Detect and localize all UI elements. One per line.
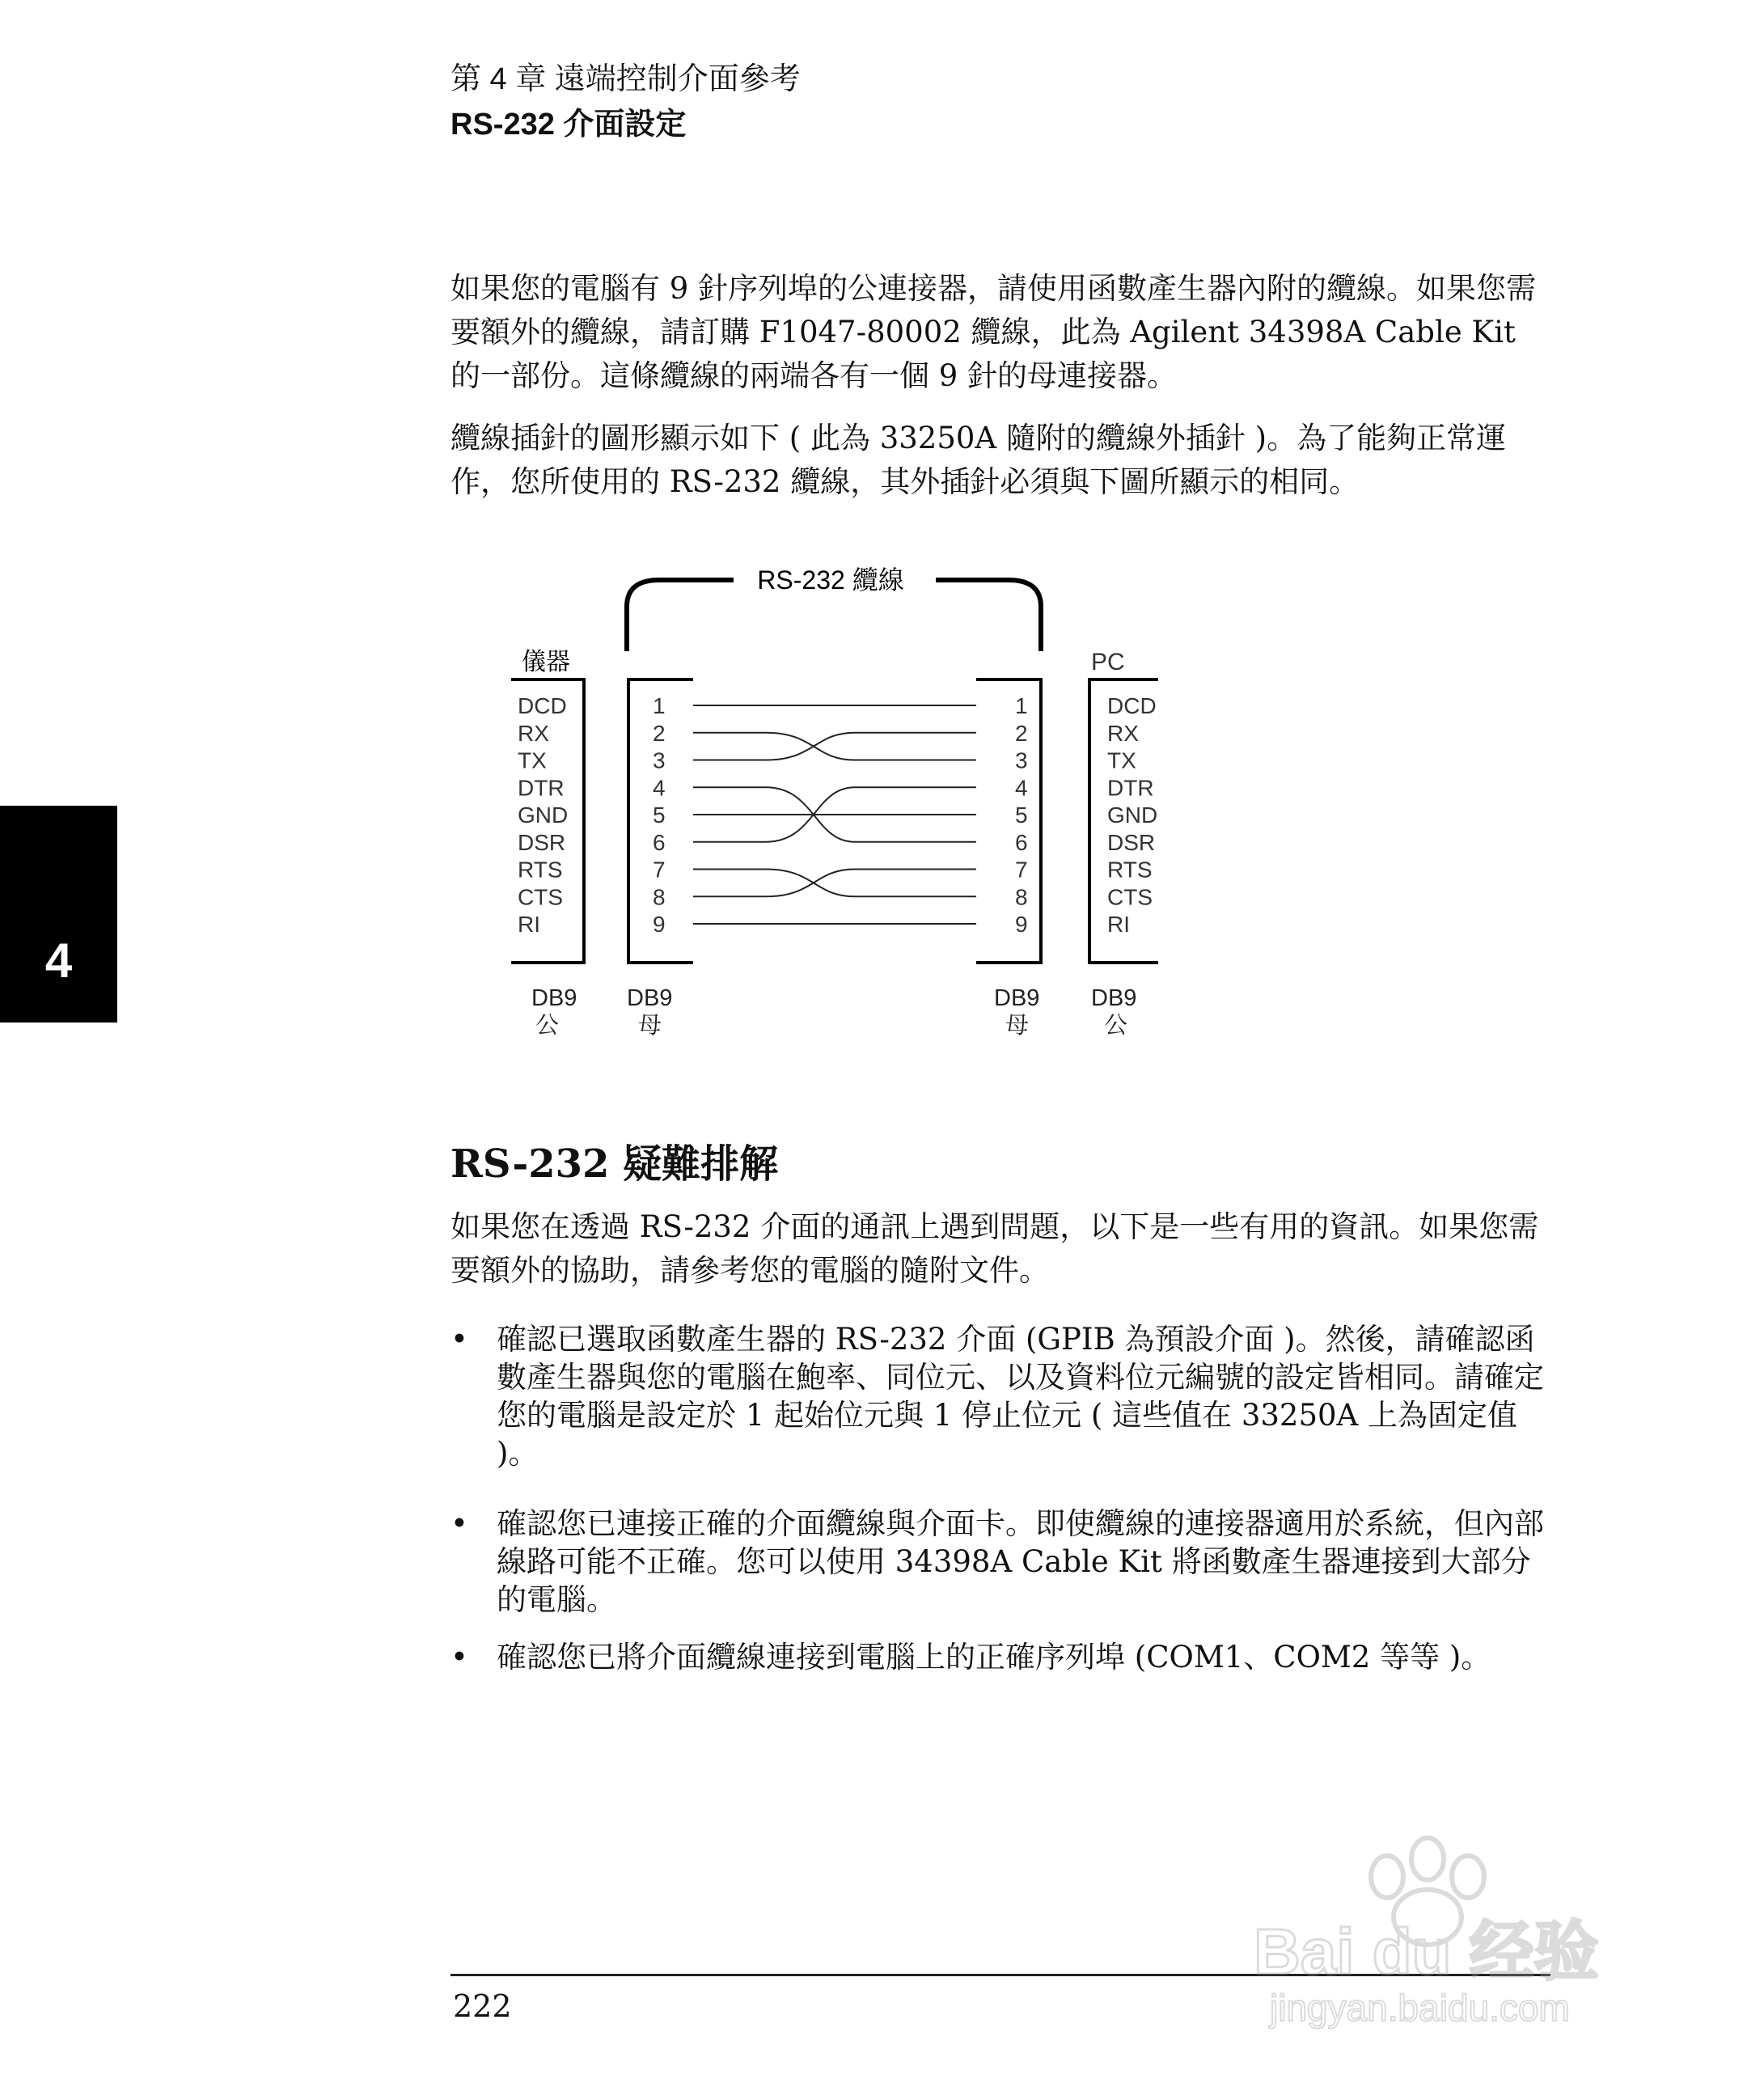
- cable-right-connector-gender: 母: [1005, 1013, 1030, 1039]
- pc-signal-label: DSR: [1107, 829, 1156, 855]
- pc-signal-label: CTS: [1107, 884, 1153, 910]
- instrument-signal-label: DSR: [518, 829, 566, 855]
- instrument-signal-label: TX: [518, 747, 547, 773]
- cable-right-connector-outline: [976, 680, 1041, 963]
- watermark-url: jingyan.baidu.com: [1270, 1987, 1570, 2029]
- cable-bracket-right: [936, 580, 1041, 651]
- cable-right-pin-number: 3: [1015, 747, 1028, 773]
- cable-left-pin-number: 4: [653, 775, 666, 801]
- cable-right-pin-number: 6: [1015, 829, 1028, 855]
- watermark-brand: Bai du 经验: [1254, 1916, 1599, 1988]
- cable-label: RS-232 纜線: [757, 565, 904, 595]
- cable-left-pin-numbers: [653, 693, 666, 937]
- instrument-signal-label: DCD: [518, 693, 567, 718]
- bullet-marker: •: [450, 1506, 468, 1541]
- troubleshooting-intro: 如果您在透過 RS-232 介面的通訊上遇到問題，以下是一些有用的資訊。如果您需要額外的協助，請參考您的電腦的隨附文件。: [450, 1209, 1539, 1288]
- section-header: RS-232 介面設定: [450, 108, 687, 142]
- pc-signal-label: RTS: [1107, 857, 1153, 883]
- instrument-connector-type: DB9: [531, 985, 577, 1011]
- bullet-text: 確認您已連接正確的介面纜線與介面卡。即使纜線的連接器適用於系統，但內部線路可能不正確。您可以使用 34398A Cable Kit 將函數產生器連接到大部分的電腦。: [497, 1506, 1544, 1617]
- cable-wire: [693, 870, 976, 897]
- bullet-marker: •: [450, 1322, 468, 1357]
- bullet-text: 確認您已將介面纜線連接到電腦上的正確序列埠 (COM1、COM2 等等 )。: [497, 1640, 1491, 1674]
- cable-left-connector-gender: 母: [638, 1013, 662, 1039]
- troubleshooting-bullet: [450, 1320, 1550, 1472]
- troubleshooting-heading: RS-232 疑難排解: [450, 1141, 779, 1187]
- baidu-jingyan-watermark: [1246, 1828, 1666, 2030]
- intro-paragraph: 如果您的電腦有 9 針序列埠的公連接器，請使用函數產生器內附的纜線。如果您需要額外的纜線，請訂購 F1047-80002 纜線，此為 Agilent 34398A Cable Kit 的一部份。這條纜線的兩端各有一個 9 針的母連接器。: [450, 271, 1537, 393]
- cable-right-pin-numbers: [1015, 693, 1028, 937]
- pinout-paragraph: 纜線插針的圖形顯示如下 ( 此為 33250A 隨附的纜線外插針 )。為了能夠正常運作，您所使用的 RS-232 纜線，其外插針必須與下圖所顯示的相同。: [450, 421, 1507, 499]
- cable-left-connector-type: DB9: [627, 985, 673, 1011]
- chapter-tab-number: 4: [44, 934, 73, 988]
- cable-left-pin-number: 2: [653, 720, 666, 746]
- instrument-connector-gender: 公: [535, 1013, 560, 1039]
- cable-right-pin-number: 9: [1015, 912, 1028, 937]
- cable-left-pin-number: 9: [653, 912, 666, 937]
- troubleshooting-bullet: [450, 1638, 1550, 1676]
- bullet-marker: •: [450, 1640, 468, 1674]
- instrument-signal-label: RX: [518, 720, 549, 746]
- cable-left-pin-number: 6: [653, 829, 666, 855]
- pc-connector-gender: 公: [1104, 1013, 1128, 1039]
- instrument-signal-label: RI: [518, 912, 540, 937]
- cable-right-pin-number: 4: [1015, 775, 1028, 801]
- cable-left-pin-number: 8: [653, 884, 666, 910]
- pc-signal-label: TX: [1107, 747, 1136, 773]
- cable-wire: [693, 733, 976, 760]
- page-number: 222: [453, 1988, 512, 2024]
- pc-signal-label: DTR: [1107, 775, 1154, 801]
- cable-right-pin-number: 2: [1015, 720, 1028, 746]
- cable-right-pin-number: 8: [1015, 884, 1028, 910]
- instrument-signal-label: DTR: [518, 775, 565, 801]
- pc-signal-label: GND: [1107, 802, 1158, 828]
- cable-bracket-left: [627, 580, 734, 651]
- cable-right-pin-number: 5: [1015, 802, 1028, 828]
- pc-connector-type: DB9: [1091, 985, 1137, 1011]
- bullet-text: 確認已選取函數產生器的 RS-232 介面 (GPIB 為預設介面 )。然後，請確認函數產生器與您的電腦在鮑率、同位元、以及資料位元編號的設定皆相同。請確定您的電腦是設定於 1 起始位元與 1 停止位元 ( 這些值在 33250A 上為固定值 )。: [497, 1322, 1544, 1471]
- pc-signal-label: DCD: [1107, 693, 1157, 718]
- pc-signal-label: RI: [1107, 912, 1130, 937]
- chapter-header: 第 4 章 遠端控制介面參考: [450, 62, 801, 96]
- cable-wires: [693, 705, 976, 924]
- instrument-signal-label: GND: [518, 802, 569, 828]
- instrument-signal-label: CTS: [518, 884, 563, 910]
- instrument-signal-label: RTS: [518, 857, 563, 883]
- cable-left-pin-number: 1: [653, 693, 666, 718]
- cable-wire: [693, 733, 976, 760]
- instrument-title: 儀器: [522, 649, 570, 675]
- pc-signal-label: RX: [1107, 720, 1139, 746]
- chapter-tab: [0, 806, 117, 1022]
- troubleshooting-bullet: [450, 1505, 1550, 1619]
- instrument-signal-labels: [518, 693, 568, 937]
- cable-left-pin-number: 3: [653, 747, 666, 773]
- cable-right-pin-number: 7: [1015, 857, 1028, 883]
- pc-signal-labels: [1107, 693, 1157, 937]
- cable-right-pin-number: 1: [1015, 693, 1028, 718]
- pc-title: PC: [1091, 649, 1125, 675]
- cable-left-pin-number: 5: [653, 802, 666, 828]
- cable-wire: [693, 870, 976, 897]
- cable-right-connector-type: DB9: [994, 985, 1040, 1011]
- rs232-cable-pinout-diagram: [450, 538, 1259, 1056]
- cable-left-pin-number: 7: [653, 857, 666, 883]
